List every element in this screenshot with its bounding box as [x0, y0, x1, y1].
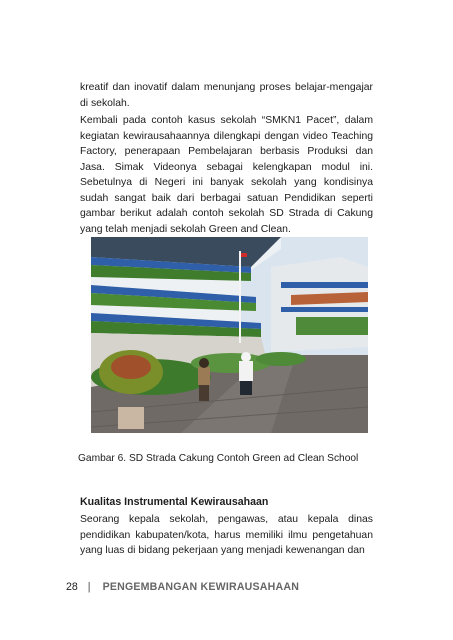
- flagpole: [239, 251, 241, 343]
- section-paragraph: Seorang kepala sekolah, pengawas, atau kepala dinas pendidikan kabupaten/kota, harus memiliki ilmu pengetahuan yang luas di bidang pekerjaan yang menjadi kewenangan dan: [80, 514, 373, 556]
- person-right: [239, 361, 253, 381]
- page-number: 28: [66, 581, 78, 593]
- flower-pot: [118, 407, 144, 429]
- book-title: PENGEMBANGAN KEWIRAUSAHAAN: [102, 581, 300, 593]
- school-photo: [91, 237, 368, 433]
- footer-separator: |: [87, 581, 91, 593]
- right-building: [271, 257, 368, 352]
- figure-caption: Gambar 6. SD Strada Cakung Contoh Green ad Clean School: [78, 453, 359, 464]
- section-heading: Kualitas Instrumental Kewirausahaan: [80, 496, 269, 508]
- page-footer: [66, 580, 396, 594]
- person-left: [198, 367, 210, 385]
- case-paragraph: Kembali pada contoh kasus sekolah “SMKN1 Pacet”, dalam kegiatan kewirausahaannya dilengkapi dengan video Teaching Factory, penerapaan Pembelajaran berbasis Produksi dan Jasa. Simak Videonya sebagai kelengkapan modul ini. Sebetulnya di Negeri ini banyak sekolah yang kondisinya sudah sangat baik dari berbagai satuan Pendidikan seperti gambar berikut adalah contoh sekolah SD Strada di Cakung yang telah menjadi sekolah Green and Clean.: [80, 115, 373, 235]
- school-photo-illustration: [91, 237, 368, 433]
- intro-paragraph: kreatif dan inovatif dalam menunjang proses belajar-mengajar di sekolah.: [80, 82, 373, 109]
